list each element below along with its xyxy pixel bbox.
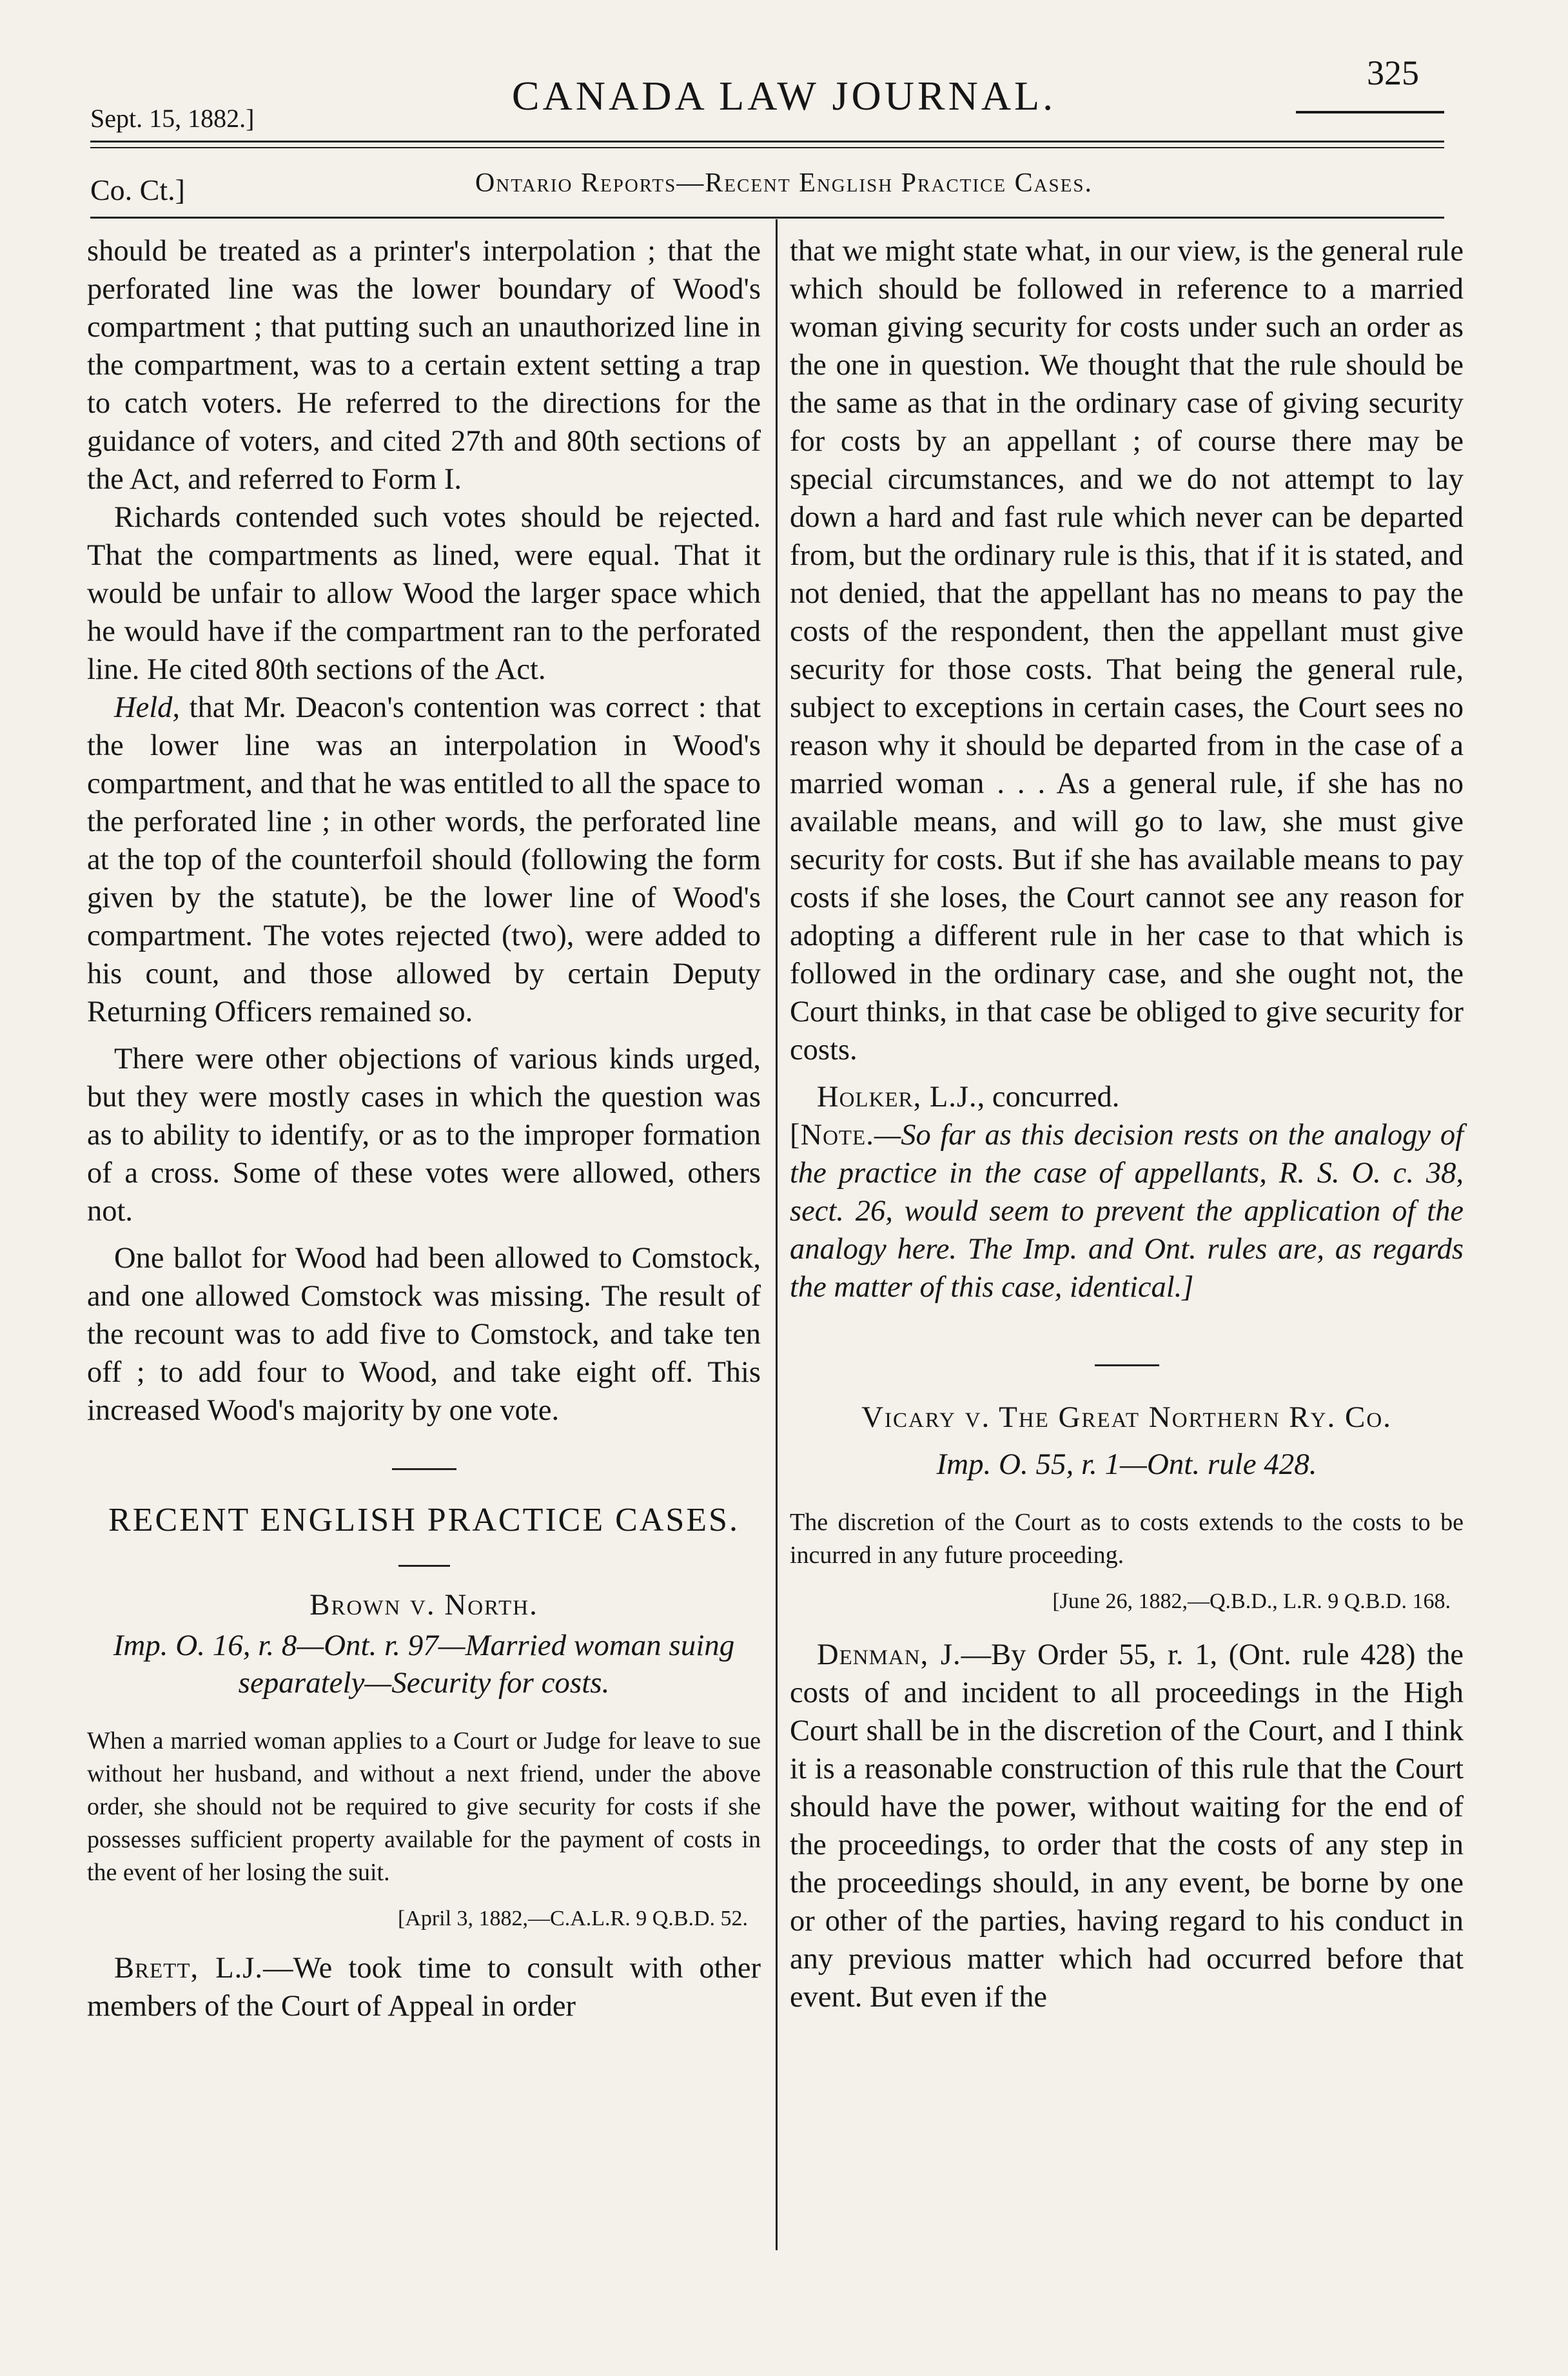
paragraph: There were other objections of various kinds urged, but they were mostly cases in which the question was as to ability to identify, or as to the improper formation of a cross. Some of these votes were allowed, others not.	[87, 1043, 761, 1228]
case-divider	[1095, 1364, 1159, 1366]
section-divider	[392, 1468, 456, 1470]
opinion-text: —By Order 55, r. 1, (Ont. rule 428) the costs of and incident to all proceedings in the High Court shall be in the discretion of the Court, and I think it is a reasonable construction of this rule that the Court should have the power, without waiting for the end of the proceedings, to order that the costs of any step in the proceedings should, in any event, be borne by one or other of the parties, having regard to his conduct in any previous matter which had occurred before that event. But even if the	[790, 1638, 1464, 2014]
held-label: Held,	[114, 691, 181, 724]
judge-name: Holker, L.J.	[817, 1081, 977, 1114]
case-citation: [June 26, 1882,—Q.B.D., L.R. 9 Q.B.D. 168.	[1052, 1589, 1451, 1613]
note-text: —So far as this decision rests on the analogy of the practice in the case of appellants, R. S. O. c. 38, sect. 26, would seem to prevent the application of the analogy here. The Imp. and Ont. rules are, as regards the matter of this case, identical.]	[790, 1119, 1464, 1304]
opinion-text: —We took time to consult with other members of the Court of Appeal in order	[87, 1952, 761, 2023]
opinion-paragraph	[87, 1949, 761, 2025]
header-rule-bottom	[90, 217, 1444, 219]
headnote: The discretion of the Court as to costs extends to the costs to be incurred in any future proceeding.	[790, 1509, 1464, 1569]
court-label: Co. Ct.]	[90, 173, 185, 206]
journal-title: CANADA LAW JOURNAL.	[511, 73, 1057, 119]
section-divider	[398, 1565, 450, 1567]
case-citation: [April 3, 1882,—C.A.L.R. 9 Q.B.D. 52.	[397, 1907, 748, 1930]
running-head: Ontario Reports—Recent English Practice Cases.	[475, 168, 1093, 198]
concurrence-text: , concurred.	[977, 1081, 1120, 1114]
left-column	[87, 232, 761, 2025]
right-column	[790, 232, 1464, 2016]
rule-reference: Imp. O. 55, r. 1—Ont. rule 428.	[936, 1448, 1317, 1481]
header-rule-upper	[1296, 111, 1444, 113]
judge-name: Denman, J.	[817, 1638, 961, 1671]
paragraph-held	[87, 689, 761, 1031]
rule-reference: Imp. O. 16, r. 8—Ont. r. 97—Married woman suing separately—Security for costs.	[113, 1629, 735, 1700]
editorial-note	[790, 1116, 1464, 1306]
section-title: RECENT ENGLISH PRACTICE CASES.	[108, 1502, 740, 1538]
page-number: 325	[1367, 54, 1419, 92]
note-label: [Note.	[790, 1119, 874, 1152]
opinion-continuation: that we might state what, in our view, is the general rule which should be followed in reference to a married woman giving security for costs under such an order as the one in question. We thought that the rule should be the same as that in the ordinary case of giving security for costs by an appellant ; of course there may be special circumstances, and we do not attempt to lay down a hard and fast rule which never can be departed from, but the ordinary rule is this, that if it is stated, and not denied, that the appellant has no means to pay the costs of the respondent, then the appellant must give security for those costs. That being the general rule, subject to exceptions in certain cases, the Court sees no reason why it should be departed from in the case of a married woman . . . As a general rule, if she has no available means, and will go to law, she must give security for costs. But if she has available means to pay costs if she loses, the Court cannot see any reason for adopting a different rule in her case to that which is followed in the ordinary case, and she ought not, the Court thinks, in that case be obliged to give security for costs.	[790, 235, 1464, 1066]
paragraph: One ballot for Wood had been allowed to Comstock, and one allowed Comstock was missing. The result of the recount was to add five to Comstock, and take ten off ; to add four to Wood, and take eight off. This increased Wood's majority by one vote.	[87, 1242, 761, 1427]
paragraph: should be treated as a printer's interpolation ; that the perforated line was the lower boundary of Wood's compartment ; that putting such an unauthorized line in the compartment, was to a certain extent setting a trap to catch voters. He referred to the directions for the guidance of voters, and cited 27th and 80th sections of the Act, and referred to Form I.	[87, 235, 761, 496]
issue-date: Sept. 15, 1882.]	[90, 104, 255, 133]
paragraph: Richards contended such votes should be rejected. That the compartments as lined, were equal. That it would be unfair to allow Wood the larger space which he would have if the compartment ran to the perforated line. He cited 80th sections of the Act.	[87, 501, 761, 686]
header-rule-top-thin	[90, 147, 1444, 148]
held-text: that Mr. Deacon's contention was correct : that the lower line was an interpolation in Wood's compartment, and that he was entitled to all the space to the perforated line ; in other words, the perforated line at the top of the counterfoil should (following the form given by the statute), be the lower line of Wood's compartment. The votes rejected (two), were added to his count, and those allowed by certain Deputy Returning Officers remained so.	[87, 691, 761, 1028]
case-name: Vicary v. The Great Northern Ry. Co.	[861, 1400, 1392, 1434]
column-divider	[776, 219, 778, 2250]
opinion-paragraph	[790, 1636, 1464, 2016]
case-name: Brown v. North.	[309, 1588, 538, 1622]
judge-name: Brett, L.J.	[114, 1952, 263, 1985]
concurrence	[790, 1078, 1464, 1116]
header-rule-top	[90, 141, 1444, 142]
headnote: When a married woman applies to a Court or Judge for leave to sue without her husband, and without a next friend, under the above order, she should not be required to give security for costs if she possesses sufficient property available for the payment of costs in the event of her losing the suit.	[87, 1727, 761, 1886]
